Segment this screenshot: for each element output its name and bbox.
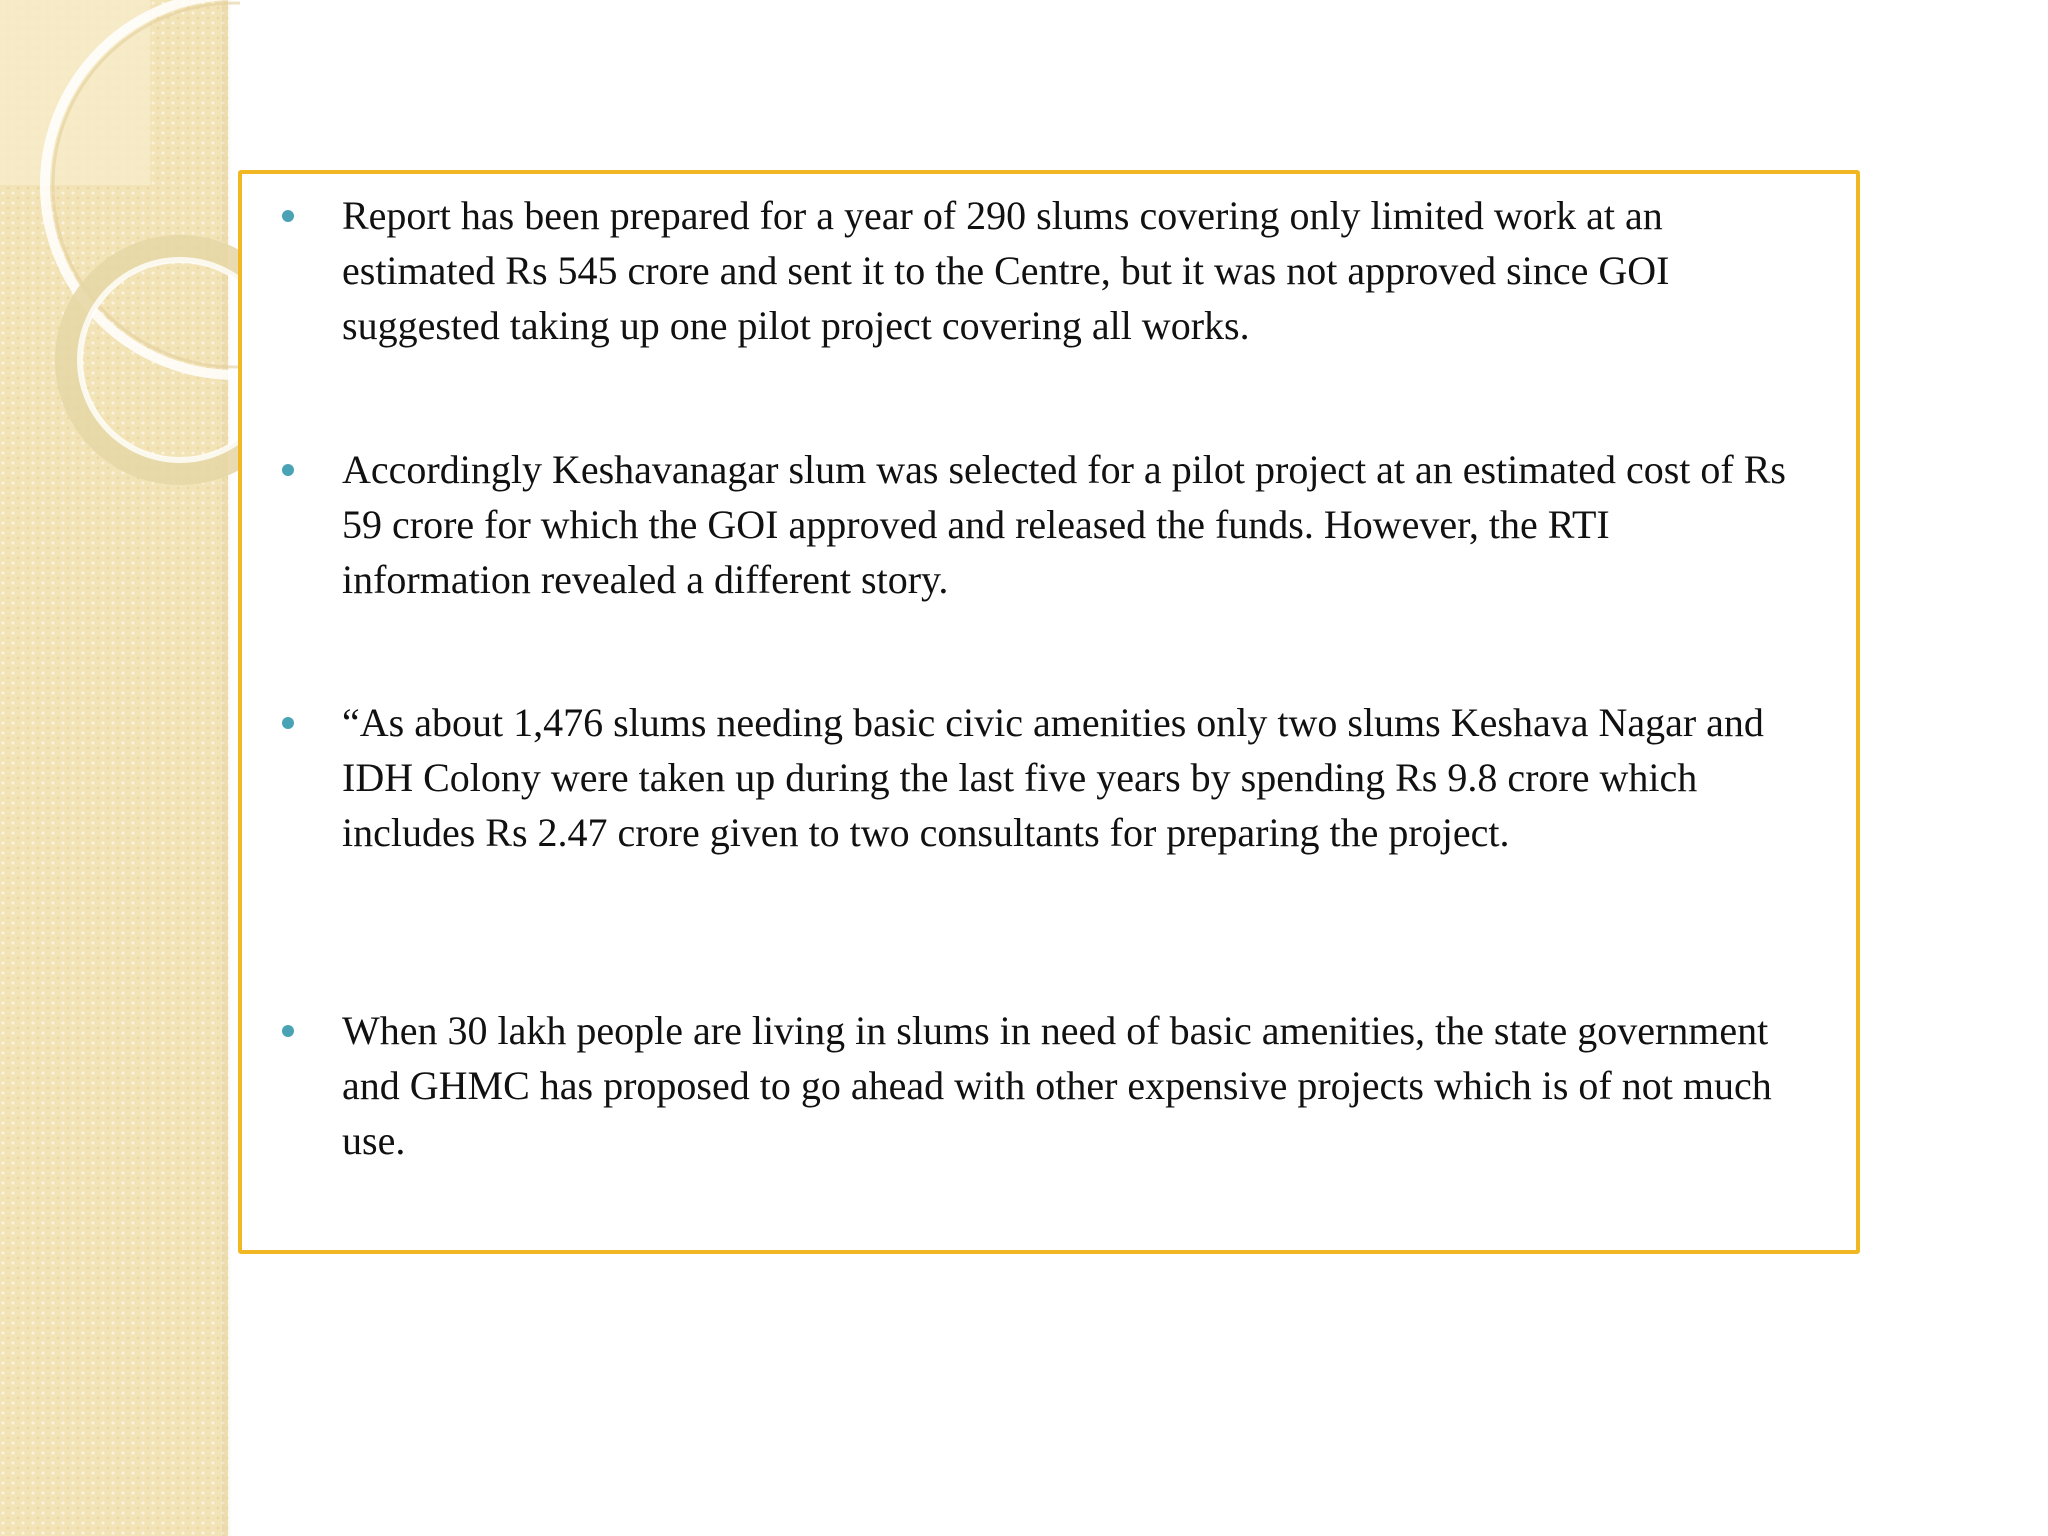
bullet-item [242, 188, 1762, 353]
bullet-dot-icon [282, 464, 294, 476]
bullet-dot-icon [282, 210, 294, 222]
bullet-dot-icon [282, 1025, 294, 1037]
bullet-text: “As about 1,476 slums needing basic civic amenities only two slums Keshava Nagar and IDH Colony were taken up during the last five years by spending Rs 9.8 crore which includes Rs 2.47 crore given to two consultants for preparing the project. [342, 700, 1764, 855]
bullet-dot-icon [282, 717, 294, 729]
bullet-text: Accordingly Keshavanagar slum was selected for a pilot project at an estimated cost of Rs 59 crore for which the GOI approved and released the funds. However, the RTI information revealed a different story. [342, 447, 1786, 602]
bullet-text: When 30 lakh people are living in slums in need of basic amenities, the state government and GHMC has proposed to go ahead with other expensive projects which is of not much use. [342, 1008, 1772, 1163]
bullet-item [242, 695, 1762, 860]
bullet-item [242, 1003, 1772, 1168]
bullet-text: Report has been prepared for a year of 290 slums covering only limited work at an estimated Rs 545 crore and sent it to the Centre, but it was not approved since GOI suggested taking up one pilot project covering all works. [342, 193, 1670, 348]
decorative-rings [0, 0, 240, 520]
bullet-item [242, 442, 1786, 607]
content-box [238, 170, 1860, 1254]
